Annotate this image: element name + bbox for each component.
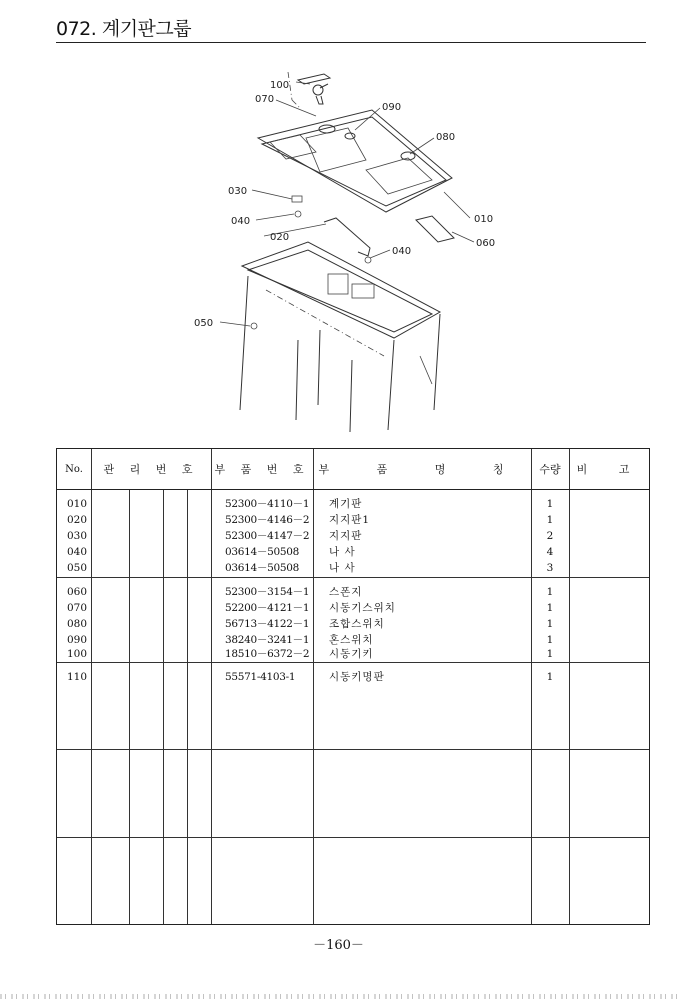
row-part-name: 조합스위치 bbox=[329, 618, 385, 630]
page-title: 072. 계기판그룹 bbox=[56, 18, 192, 40]
header-management-number: 관 리 번 호 bbox=[103, 463, 199, 476]
row-part-name: 시동기스위치 bbox=[329, 602, 396, 614]
row-part-number: 03614－50508 bbox=[225, 546, 300, 558]
row-part-name: 스폰지 bbox=[329, 586, 363, 598]
row-quantity: 1 bbox=[546, 618, 554, 630]
row-no: 040 bbox=[67, 546, 88, 558]
row-no: 030 bbox=[67, 530, 88, 542]
row-part-number: 56713－4122－1 bbox=[225, 618, 310, 630]
callout-040-lower: 040 bbox=[392, 246, 412, 257]
row-no: 050 bbox=[67, 562, 88, 574]
row-part-number: 38240－3241－1 bbox=[225, 634, 310, 646]
callout-050: 050 bbox=[194, 318, 214, 329]
callout-020: 020 bbox=[270, 232, 290, 243]
row-quantity: 1 bbox=[546, 498, 554, 510]
callout-090: 090 bbox=[382, 102, 402, 113]
row-no: 070 bbox=[67, 602, 88, 614]
row-part-name: 혼스위치 bbox=[329, 634, 374, 646]
scan-edge-artifact bbox=[0, 994, 677, 999]
row-part-name: 지지판 bbox=[329, 530, 363, 542]
row-quantity: 2 bbox=[546, 530, 554, 542]
row-part-name: 지지판1 bbox=[329, 514, 371, 526]
row-quantity: 1 bbox=[546, 514, 554, 526]
row-quantity: 1 bbox=[546, 634, 554, 646]
row-quantity: 1 bbox=[546, 602, 554, 614]
row-no: 010 bbox=[67, 498, 88, 510]
row-quantity: 1 bbox=[546, 648, 554, 660]
header-part-number: 부 품 번 호 bbox=[214, 463, 310, 476]
row-part-number: 18510－6372－2 bbox=[225, 648, 310, 660]
callout-060: 060 bbox=[476, 238, 496, 249]
row-no: 110 bbox=[67, 671, 88, 683]
callout-080: 080 bbox=[436, 132, 456, 143]
row-no: 080 bbox=[67, 618, 88, 630]
row-part-name: 시동기키 bbox=[329, 648, 374, 660]
callout-010: 010 bbox=[474, 214, 494, 225]
row-no: 060 bbox=[67, 586, 88, 598]
row-part-number: 52300－3154－1 bbox=[225, 586, 310, 598]
row-part-number: 52300－4110－1 bbox=[225, 498, 310, 510]
header-part-name: 부 품 명 칭 bbox=[318, 463, 526, 476]
row-quantity: 3 bbox=[546, 562, 554, 574]
row-part-name: 나 사 bbox=[329, 562, 356, 574]
row-no: 020 bbox=[67, 514, 88, 526]
row-no: 090 bbox=[67, 634, 88, 646]
row-quantity: 4 bbox=[546, 546, 554, 558]
row-part-name: 계기판 bbox=[329, 498, 363, 510]
callout-040: 040 bbox=[231, 216, 251, 227]
row-part-name: 나 사 bbox=[329, 546, 356, 558]
callout-100: 100 bbox=[270, 80, 290, 91]
header-quantity: 수량 bbox=[539, 463, 561, 476]
page-number: －160－ bbox=[313, 938, 364, 953]
row-part-number: 52200－4121－1 bbox=[225, 602, 310, 614]
header-no: No. bbox=[65, 463, 83, 475]
row-part-name: 시동키명판 bbox=[329, 671, 385, 683]
row-part-number: 52300－4147－2 bbox=[225, 530, 310, 542]
callout-030: 030 bbox=[228, 186, 248, 197]
header-remarks: 비 고 bbox=[576, 463, 644, 476]
row-no: 100 bbox=[67, 648, 88, 660]
parts-table bbox=[56, 448, 650, 925]
row-part-number: 55571-4103-1 bbox=[225, 671, 296, 683]
title-underline bbox=[56, 42, 646, 43]
row-quantity: 1 bbox=[546, 671, 554, 683]
callout-070: 070 bbox=[255, 94, 275, 105]
row-part-number: 52300－4146－2 bbox=[225, 514, 310, 526]
exploded-parts-diagram bbox=[170, 60, 530, 440]
row-part-number: 03614－50508 bbox=[225, 562, 300, 574]
row-quantity: 1 bbox=[546, 586, 554, 598]
